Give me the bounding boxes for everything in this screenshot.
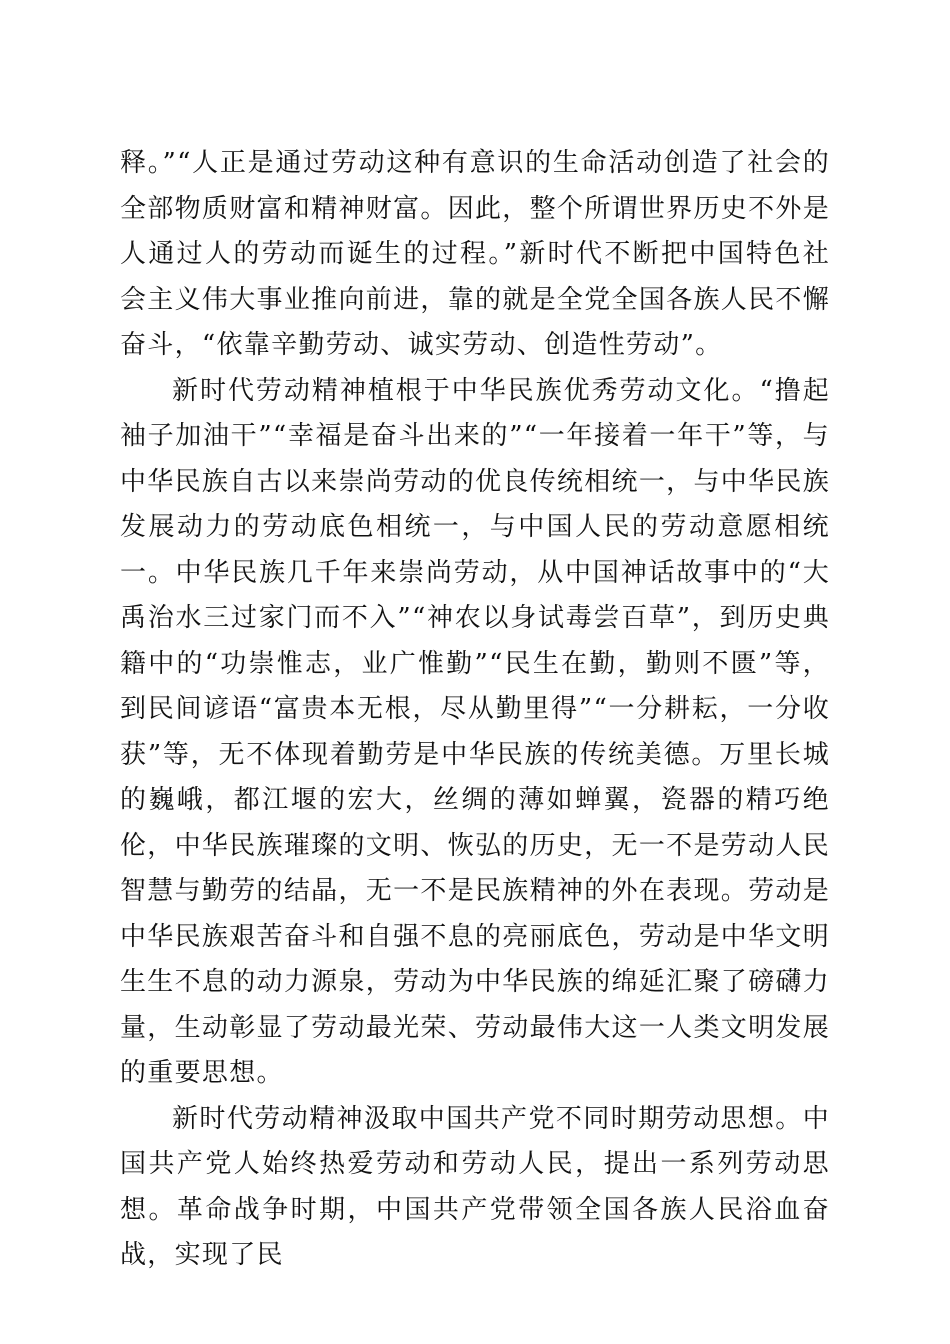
document-body xyxy=(120,141,830,1279)
paragraph-party-labor-thought: 新时代劳动精神汲取中国共产党不同时期劳动思想。中国共产党人始终热爱劳动和劳动人民，提出一系列劳动思想。革命战争时期，中国共产党带领全国各族人民浴血奋战，实现了民 xyxy=(120,1103,830,1270)
paragraph-labor-culture: 新时代劳动精神植根于中华民族优秀劳动文化。“撸起袖子加油干”“幸福是奋斗出来的”“一年接着一年干”等，与中华民族自古以来崇尚劳动的优良传统相统一，与中华民族发展动力的劳动底色相统一，与中国人民的劳动意愿相统一。中华民族几千年来崇尚劳动，从中国神话故事中的“大禹治水三过家门而不入”“神农以身试毒尝百草”，到历史典籍中的“功崇惟志，业广惟勤”“民生在勤，勤则不匮”等，到民间谚语“富贵本无根，尽从勤里得”“一分耕耘，一分收获”等，无不体现着勤劳是中华民族的传统美德。万里长城的巍峨，都江堰的宏大，丝绸的薄如蝉翼，瓷器的精巧绝伦，中华民族璀璨的文明、恢弘的历史，无一不是劳动人民智慧与勤劳的结晶，无一不是民族精神的外在表现。劳动是中华民族艰苦奋斗和自强不息的亮丽底色，劳动是中华文明生生不息的动力源泉，劳动为中华民族的绵延汇聚了磅礴力量，生动彰显了劳动最光荣、劳动最伟大这一人类文明发展的重要思想。 xyxy=(120,375,830,1088)
paragraph-continuation: 释。”“人正是通过劳动这种有意识的生命活动创造了社会的全部物质财富和精神财富。因此，整个所谓世界历史不外是人通过人的劳动而诞生的过程。”新时代不断把中国特色社会主义伟大事业推向前进，靠的就是全党全国各族人民不懈奋斗，“依靠辛勤劳动、诚实劳动、创造性劳动”。 xyxy=(120,148,830,360)
